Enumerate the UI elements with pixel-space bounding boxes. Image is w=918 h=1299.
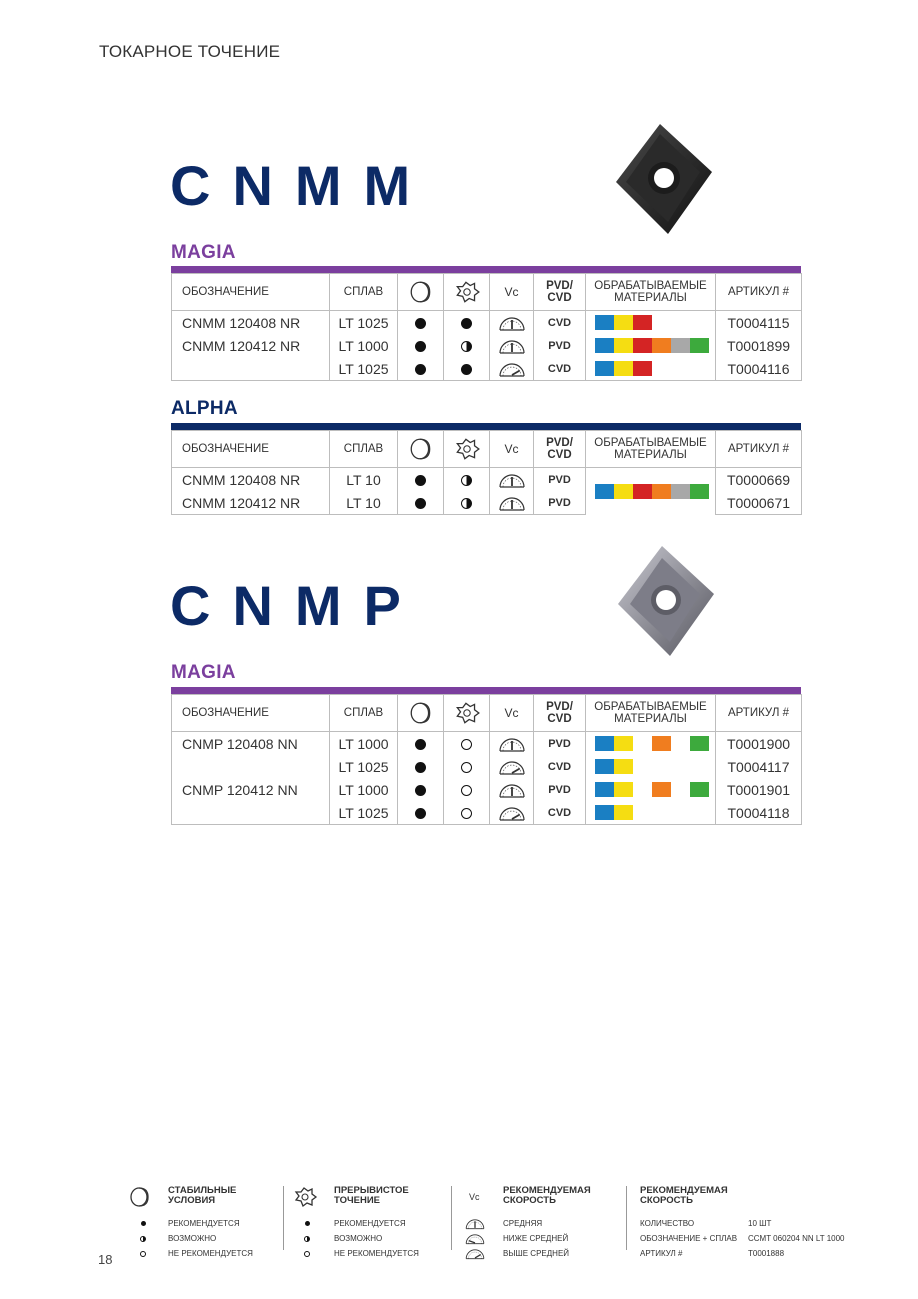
grade-cell: LT 1000 [330, 334, 398, 357]
material-swatch [671, 338, 690, 353]
interrupted-rating [444, 357, 490, 381]
col-header-coating: PVD/ CVD [534, 695, 586, 732]
material-swatch [614, 805, 633, 820]
material-swatch [690, 338, 709, 353]
coating-cell: PVD [534, 468, 586, 492]
col-header-designation: ОБОЗНАЧЕНИЕ [172, 274, 330, 311]
material-swatch [633, 484, 652, 499]
material-swatch [595, 736, 614, 751]
materials-cell [586, 334, 716, 357]
table-row [172, 801, 802, 825]
article-cell: T0001899 [716, 334, 802, 357]
coating-cell: CVD [534, 311, 586, 335]
grade-cell: LT 10 [330, 468, 398, 492]
legend-example: РЕКОМЕНДУЕМАЯ СКОРОСТЬ КОЛИЧЕСТВО 10 ШТ ОБОЗНАЧЕНИЕ + СПЛАВ CCMT 060204 NN LT 1000 АРТИКУЛ # T0001888 [640, 1186, 845, 1261]
stable-rating [398, 491, 444, 515]
grade-cell: LT 1025 [330, 801, 398, 825]
table-row [172, 732, 802, 756]
series-title-cnmp: CNMP [170, 574, 423, 637]
material-swatch [671, 782, 690, 797]
material-swatch [614, 315, 633, 330]
legend-speed: Vc РЕКОМЕНДУЕМАЯ СКОРОСТЬ СРЕДНЯЯ НИЖЕ СРЕДНЕЙ ВЫШЕ СРЕДНЕЙ [460, 1186, 591, 1261]
materials-cell [586, 311, 716, 335]
speed-gauge-medium-icon [490, 468, 534, 492]
brand-label-magia: MAGIA [171, 662, 236, 683]
speed-gauge-medium-icon [490, 732, 534, 756]
legend-item: ВЫШЕ СРЕДНЕЙ [503, 1248, 570, 1258]
col-header-coating: PVD/ CVD [534, 431, 586, 468]
material-swatch [671, 736, 690, 751]
legend-divider [451, 1186, 452, 1250]
stable-conditions-icon [128, 1186, 168, 1211]
brand-bar [171, 687, 801, 694]
designation-cell [172, 755, 330, 778]
spec-table-cnmp-magia [171, 694, 802, 825]
col-header-speed: Vc [490, 274, 534, 311]
designation-cell [172, 357, 330, 381]
page-header: ТОКАРНОЕ ТОЧЕНИЕ [99, 42, 281, 61]
article-cell: T0004116 [716, 357, 802, 381]
interrupted-turning-icon [444, 695, 490, 732]
col-header-materials: ОБРАБАТЫВАЕМЫЕ МАТЕРИАЛЫ [586, 695, 716, 732]
article-cell: T0004117 [716, 755, 802, 778]
legend-example-row: АРТИКУЛ # T0001888 [640, 1248, 785, 1258]
material-swatch [633, 361, 652, 376]
col-header-grade: СПЛАВ [330, 274, 398, 311]
materials-cell [586, 801, 716, 825]
material-swatch [633, 736, 652, 751]
brand-label-alpha: ALPHA [171, 398, 238, 419]
materials-cell [586, 357, 716, 381]
interrupted-rating [444, 778, 490, 801]
materials-cell [586, 732, 716, 756]
interrupted-rating [444, 311, 490, 335]
article-cell: T0001901 [716, 778, 802, 801]
table-row [172, 755, 802, 778]
grade-cell: LT 1025 [330, 357, 398, 381]
material-swatch [614, 736, 633, 751]
table-row [172, 357, 802, 381]
article-cell: T0000671 [716, 491, 802, 515]
coating-cell: PVD [534, 778, 586, 801]
col-header-article: АРТИКУЛ # [716, 274, 802, 311]
speed-gauge-medium-icon [490, 491, 534, 515]
material-swatch [690, 736, 709, 751]
article-cell: T0001900 [716, 732, 802, 756]
speed-gauge-high-icon [490, 755, 534, 778]
interrupted-turning-icon [292, 1186, 334, 1211]
coating-cell: PVD [534, 334, 586, 357]
table-row [172, 778, 802, 801]
legend-divider [626, 1186, 627, 1250]
interrupted-rating [444, 732, 490, 756]
speed-gauge-high-icon [490, 801, 534, 825]
grade-cell: LT 10 [330, 491, 398, 515]
material-swatch [652, 484, 671, 499]
col-header-speed: Vc [490, 431, 534, 468]
speed-gauge-medium-icon [490, 334, 534, 357]
grade-cell: LT 1000 [330, 778, 398, 801]
stable-rating [398, 801, 444, 825]
col-header-speed: Vc [490, 695, 534, 732]
material-swatch [633, 782, 652, 797]
interrupted-rating [444, 755, 490, 778]
brand-label-magia: MAGIA [171, 242, 236, 263]
material-swatch [690, 484, 709, 499]
material-swatch [595, 338, 614, 353]
spec-table-cnmm-alpha [171, 430, 802, 515]
col-header-materials: ОБРАБАТЫВАЕМЫЕ МАТЕРИАЛЫ [586, 274, 716, 311]
article-cell: T0004118 [716, 801, 802, 825]
material-swatch [614, 484, 633, 499]
material-swatch [690, 782, 709, 797]
material-swatch [595, 361, 614, 376]
page-number: 18 [98, 1252, 113, 1267]
material-swatch [614, 782, 633, 797]
coating-cell: CVD [534, 801, 586, 825]
material-swatch [595, 782, 614, 797]
speed-gauge-high-icon [490, 357, 534, 381]
col-header-grade: СПЛАВ [330, 695, 398, 732]
grade-cell: LT 1000 [330, 732, 398, 756]
stable-rating [398, 755, 444, 778]
coating-cell: CVD [534, 357, 586, 381]
interrupted-rating [444, 801, 490, 825]
legend-item: СРЕДНЯЯ [503, 1218, 543, 1228]
legend-stable: СТАБИЛЬНЫЕ УСЛОВИЯ РЕКОМЕНДУЕТСЯ ВОЗМОЖНО НЕ РЕКОМЕНДУЕТСЯ [128, 1186, 253, 1261]
legend-divider [283, 1186, 284, 1250]
interrupted-turning-icon [444, 274, 490, 311]
material-swatch [614, 759, 633, 774]
material-swatch [595, 759, 614, 774]
interrupted-turning-icon [444, 431, 490, 468]
material-swatch [595, 315, 614, 330]
materials-cell [586, 755, 716, 778]
coating-cell: PVD [534, 491, 586, 515]
speed-gauge-medium-icon [490, 778, 534, 801]
speed-gauge-medium-icon [490, 311, 534, 335]
coating-cell: PVD [534, 732, 586, 756]
table-row [172, 468, 802, 492]
material-swatch [614, 338, 633, 353]
stable-conditions-icon [398, 695, 444, 732]
col-header-article: АРТИКУЛ # [716, 431, 802, 468]
designation-cell: CNMM 120408 NR [172, 468, 330, 492]
gauge-medium-icon [460, 1216, 490, 1231]
brand-bar [171, 266, 801, 273]
col-header-article: АРТИКУЛ # [716, 695, 802, 732]
grade-cell: LT 1025 [330, 311, 398, 335]
material-swatch [614, 361, 633, 376]
legend-item: НЕ РЕКОМЕНДУЕТСЯ [334, 1248, 419, 1258]
grade-cell: LT 1025 [330, 755, 398, 778]
legend-item: ВОЗМОЖНО [334, 1233, 383, 1243]
legend-item: НЕ РЕКОМЕНДУЕТСЯ [168, 1248, 253, 1258]
material-swatch [633, 315, 652, 330]
material-swatch [671, 484, 690, 499]
designation-cell [172, 801, 330, 825]
col-header-materials: ОБРАБАТЫВАЕМЫЕ МАТЕРИАЛЫ [586, 431, 716, 468]
designation-cell: CNMP 120408 NN [172, 732, 330, 756]
col-header-designation: ОБОЗНАЧЕНИЕ [172, 431, 330, 468]
designation-cell: CNMM 120412 NR [172, 491, 330, 515]
stable-rating [398, 357, 444, 381]
designation-cell: CNMM 120412 NR [172, 334, 330, 357]
stable-conditions-icon [398, 274, 444, 311]
stable-rating [398, 732, 444, 756]
stable-rating [398, 778, 444, 801]
col-header-designation: ОБОЗНАЧЕНИЕ [172, 695, 330, 732]
insert-image-cnmp [614, 542, 718, 660]
material-swatch [652, 782, 671, 797]
series-title-cnmm: CNMM [170, 154, 433, 217]
legend-example-row: ОБОЗНАЧЕНИЕ + СПЛАВ CCMT 060204 NN LT 1000 [640, 1233, 845, 1243]
insert-image-cnmm [612, 120, 716, 238]
stable-conditions-icon [398, 431, 444, 468]
interrupted-rating [444, 468, 490, 492]
materials-cell [586, 468, 716, 515]
materials-cell [586, 778, 716, 801]
legend-example-row: КОЛИЧЕСТВО 10 ШТ [640, 1218, 772, 1228]
gauge-high-icon [460, 1246, 490, 1261]
material-swatch [652, 736, 671, 751]
article-cell: T0000669 [716, 468, 802, 492]
designation-cell: CNMM 120408 NR [172, 311, 330, 335]
stable-rating [398, 468, 444, 492]
material-swatch [633, 338, 652, 353]
material-swatch [595, 484, 614, 499]
legend-item: РЕКОМЕНДУЕТСЯ [168, 1218, 240, 1228]
col-header-coating: PVD/ CVD [534, 274, 586, 311]
designation-cell: CNMP 120412 NN [172, 778, 330, 801]
stable-rating [398, 311, 444, 335]
gauge-low-icon [460, 1231, 490, 1246]
material-swatch [595, 805, 614, 820]
col-header-grade: СПЛАВ [330, 431, 398, 468]
table-row [172, 311, 802, 335]
material-swatch [652, 338, 671, 353]
coating-cell: CVD [534, 755, 586, 778]
legend-item: ВОЗМОЖНО [168, 1233, 217, 1243]
spec-table-cnmm-magia [171, 273, 802, 381]
interrupted-rating [444, 491, 490, 515]
interrupted-rating [444, 334, 490, 357]
cutting-speed-symbol: Vc [469, 1192, 480, 1202]
legend-item: РЕКОМЕНДУЕТСЯ [334, 1218, 406, 1228]
stable-rating [398, 334, 444, 357]
article-cell: T0004115 [716, 311, 802, 335]
legend-interrupted: ПРЕРЫВИСТОЕ ТОЧЕНИЕ РЕКОМЕНДУЕТСЯ ВОЗМОЖНО НЕ РЕКОМЕНДУЕТСЯ [292, 1186, 419, 1261]
brand-bar [171, 423, 801, 430]
table-row [172, 334, 802, 357]
legend-item: НИЖЕ СРЕДНЕЙ [503, 1233, 569, 1243]
